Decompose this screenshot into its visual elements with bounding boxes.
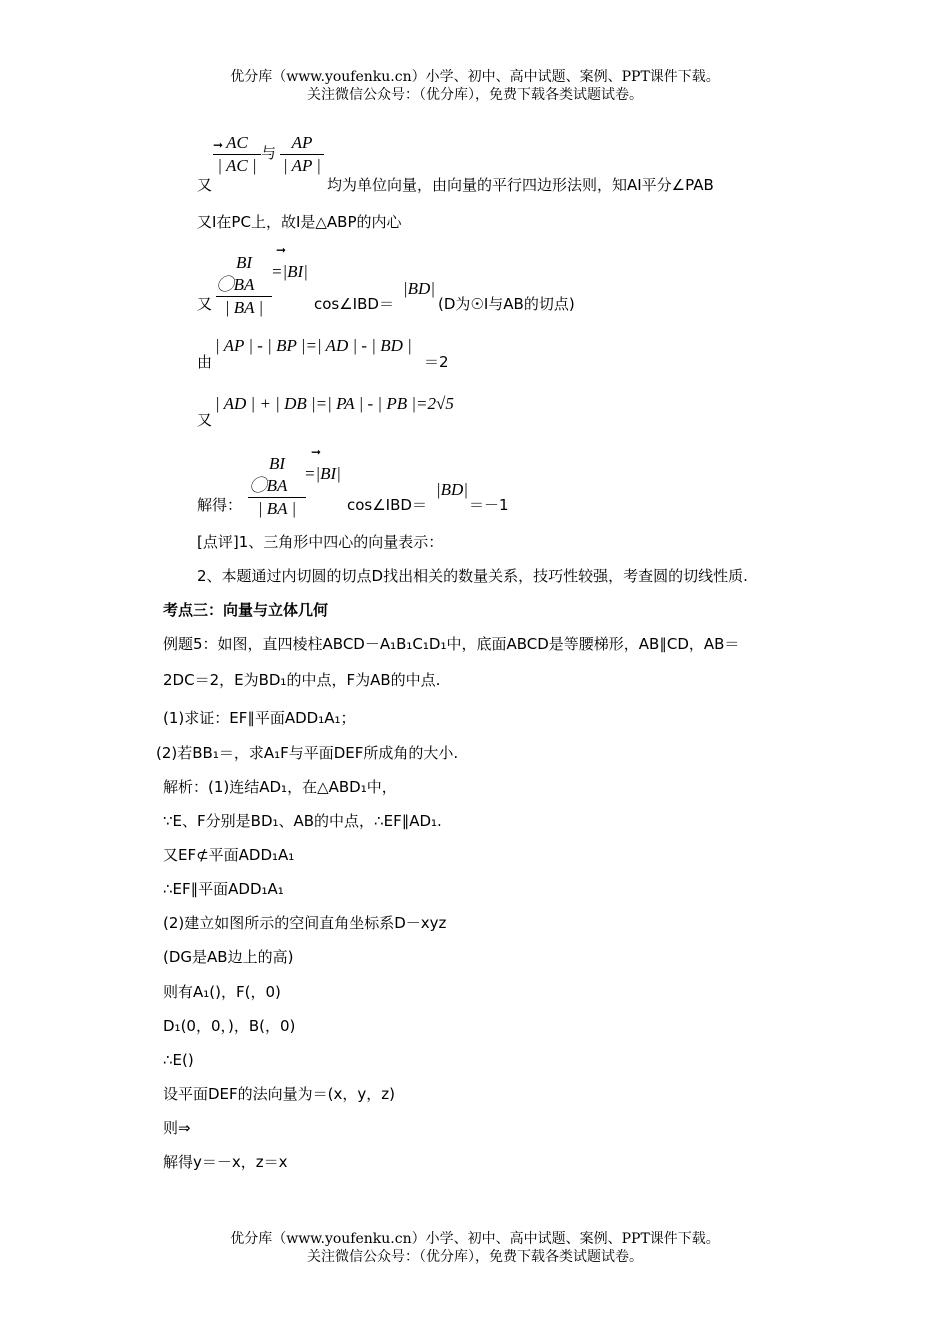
solution-step: (DG是AB边上的高): [163, 948, 294, 966]
question-1: (1)求证：EF∥平面ADD₁A₁；: [163, 709, 356, 727]
fraction-bi-ba: [248, 453, 306, 520]
solution-step: D₁(0，0，)，B(，0): [163, 1017, 296, 1035]
header-line-1: 优分库（www.youfenku.cn）小学、初中、高中试题、案例、PPT课件下载。: [230, 69, 720, 85]
comment-line-1: [点评]1、三角形中四心的向量表示：: [197, 533, 444, 551]
word-yu: 与: [261, 144, 277, 162]
solution-label: 解得：: [197, 496, 243, 514]
word-you: 又: [197, 295, 213, 313]
solution-step: ∵E、F分别是BD₁、AB的中点，∴EF∥AD₁.: [163, 812, 442, 830]
incenter-line: 又I在PC上，故I是△ABP的内心: [197, 213, 402, 231]
solution-result: ＝－1: [469, 496, 509, 514]
solution-step: 则⇒: [163, 1119, 191, 1137]
fraction-ac: [213, 132, 261, 177]
fraction-ap: [280, 132, 324, 177]
solution-step: ∴E(): [163, 1051, 194, 1069]
tangent-point-note: (D为☉I与AB的切点): [438, 295, 575, 313]
fraction-bi-ba: [216, 252, 272, 319]
cos-ibd-label: cos∠IBD＝: [347, 496, 427, 514]
header-line-2: 关注微信公众号：（优分库），免费下载各类试题试卷。: [307, 87, 643, 103]
bi-magnitude: =|BI|: [271, 262, 308, 281]
fraction-numerator: BI ⃝BA: [216, 252, 272, 297]
fraction-denominator: | BA |: [257, 499, 297, 518]
word-you-from: 由: [197, 353, 213, 371]
solution-step: 解得y＝－x，z＝x: [163, 1153, 288, 1171]
vector-arrow-icon: ➞: [276, 243, 287, 257]
footer-line-1: 优分库（www.youfenku.cn）小学、初中、高中试题、案例、PPT课件下载。: [230, 1231, 720, 1247]
fraction-ac-denominator: | AC |: [217, 156, 257, 175]
comment-line-2: 2、本题通过内切圆的切点D找出相关的数量关系，技巧性较强，考查圆的切线性质.: [197, 567, 748, 585]
fraction-ap-numerator: AP: [280, 132, 324, 155]
solution-step: 则有A₁()，F(，0): [163, 983, 281, 1001]
fraction-ap-denominator: | AP |: [282, 156, 321, 175]
solution-step: 设平面DEF的法向量为＝(x，y，z): [163, 1085, 395, 1103]
vector-arrow-icon: ➞: [311, 445, 322, 459]
footer-line-2: 关注微信公众号：（优分库），免费下载各类试题试卷。: [307, 1249, 643, 1265]
question-2: (2)若BB₁＝，求A₁F与平面DEF所成角的大小.: [156, 744, 459, 762]
solution-step: 解析：(1)连结AD₁，在△ABD₁中，: [163, 778, 397, 796]
fraction-denominator: | BA |: [224, 298, 264, 317]
unit-vector-text: 均为单位向量，由向量的平行四边形法则，知AI平分∠PAB: [327, 176, 714, 194]
bd-magnitude: |BD|: [436, 480, 469, 499]
section-title: 考点三：向量与立体几何: [163, 601, 329, 619]
bi-magnitude: =|BI|: [304, 464, 341, 483]
sum-expression: | AD | + | DB |=| PA | - | PB |=2√5: [215, 394, 454, 413]
word-you: 又: [197, 411, 213, 429]
fraction-ac-numerator: AC: [213, 132, 261, 155]
cos-ibd-label: cos∠IBD＝: [314, 295, 394, 313]
example-line-1: 例题5：如图，直四棱柱ABCD－A₁B₁C₁D₁中，底面ABCD是等腰梯形，AB∥CD，AB＝: [163, 635, 740, 653]
vector-arrow-icon: ➞: [213, 138, 224, 152]
solution-step: ∴EF∥平面ADD₁A₁: [163, 880, 284, 898]
solution-step: 又EF⊄平面ADD₁A₁: [163, 846, 295, 864]
solution-step: (2)建立如图所示的空间直角坐标系D－xyz: [163, 914, 447, 932]
example-line-2: 2DC＝2，E为BD₁的中点，F为AB的中点.: [163, 671, 441, 689]
fraction-numerator: BI ⃝BA: [248, 453, 306, 498]
difference-result: ＝2: [424, 353, 449, 371]
difference-expression: | AP | - | BP |=| AD | - | BD |: [215, 336, 412, 355]
bd-magnitude: |BD|: [403, 279, 436, 298]
word-you: 又: [197, 176, 213, 194]
